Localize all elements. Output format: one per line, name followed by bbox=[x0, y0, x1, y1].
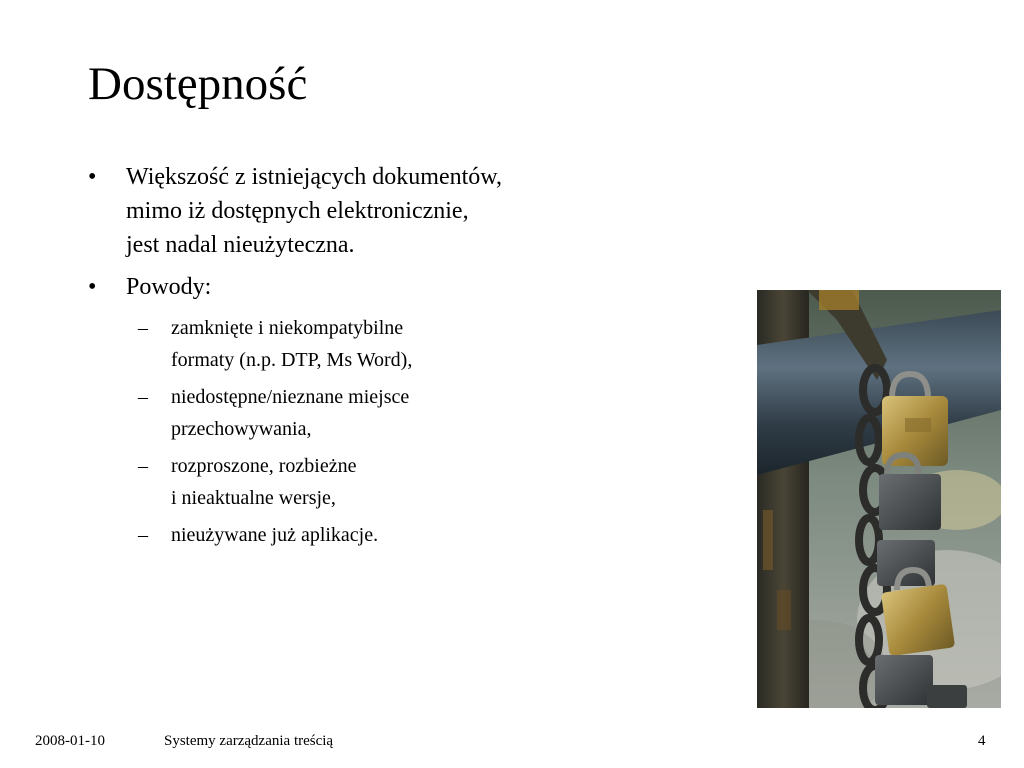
dash-marker: – bbox=[138, 524, 148, 546]
sub-bullet-item bbox=[88, 519, 708, 551]
sub-bullet-item bbox=[88, 450, 708, 514]
sub-bullet-text-line: i nieaktualne wersje, bbox=[171, 487, 336, 509]
slide-title: Dostępność bbox=[88, 58, 308, 110]
footer-date: 2008-01-10 bbox=[35, 733, 105, 749]
sub-bullet-text-line: formaty (n.p. DTP, Ms Word), bbox=[171, 349, 413, 371]
sub-bullet-text-line: zamknięte i niekompatybilne bbox=[171, 317, 404, 339]
bullet-text-line: Większość z istniejących dokumentów, bbox=[126, 164, 503, 190]
slide-content bbox=[88, 160, 708, 556]
bullet-item bbox=[88, 270, 708, 304]
bullet-text-line: jest nadal nieużyteczna. bbox=[126, 232, 355, 258]
footer-presentation-title: Systemy zarządzania treścią bbox=[164, 733, 334, 749]
sub-bullet-item bbox=[88, 381, 708, 445]
bullet-text-line: mimo iż dostępnych elektronicznie, bbox=[126, 198, 469, 224]
sub-bullet-list bbox=[88, 312, 708, 551]
padlocks-illustration bbox=[757, 290, 1001, 708]
dash-marker: – bbox=[138, 317, 148, 339]
sub-bullet-item bbox=[88, 312, 708, 376]
sub-bullet-text-line: niedostępne/nieznane miejsce bbox=[171, 386, 410, 408]
padlocks-photo bbox=[757, 290, 1001, 708]
sub-bullet-text-line: nieużywane już aplikacje. bbox=[171, 524, 379, 546]
footer-page-number: 4 bbox=[978, 733, 986, 749]
dash-marker: – bbox=[138, 455, 148, 477]
bullet-marker: • bbox=[88, 164, 97, 190]
dash-marker: – bbox=[138, 386, 148, 408]
sub-bullet-text-line: rozproszone, rozbieżne bbox=[171, 455, 357, 477]
bullet-item bbox=[88, 160, 708, 262]
sub-bullet-text-line: przechowywania, bbox=[171, 418, 312, 440]
bullet-marker: • bbox=[88, 274, 97, 300]
bullet-text-line: Powody: bbox=[126, 274, 212, 300]
